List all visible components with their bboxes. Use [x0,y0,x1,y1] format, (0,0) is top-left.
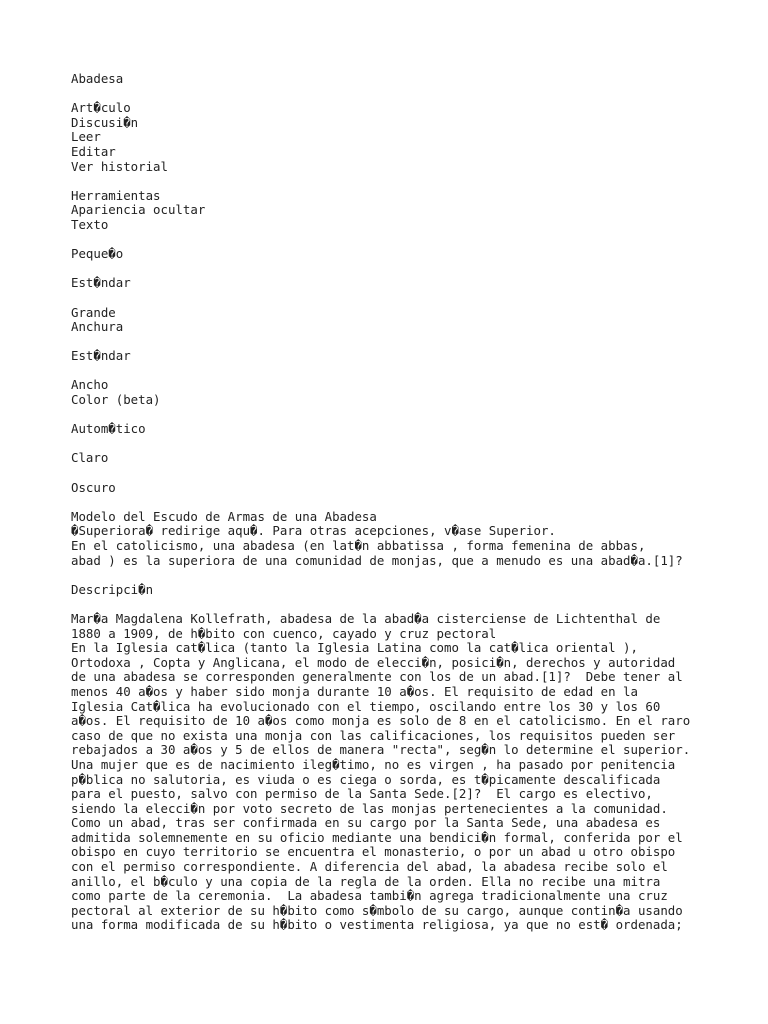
tab-read[interactable]: Leer [71,129,101,145]
spacer [71,568,761,583]
body-line: Como un abad, tras ser confirmada en su cargo por la Santa Sede, una abadesa es [71,815,661,831]
spacer [71,408,761,423]
tab-history[interactable]: Ver historial [71,158,168,174]
tab-discussion[interactable]: Discusi�n [71,114,139,130]
body-line: caso de que no exista una monja con las calificaciones, los requisitos pueden ser [71,727,676,743]
spacer [71,233,761,248]
width-label: Anchura [71,319,124,335]
intro-line: abad ) es la superiora de una comunidad de monjas, que a menudo es una abad�a.[1]? [71,552,683,568]
body-line: 1880 a 1909, de h�bito con cuenco, cayado y cruz pectoral [71,625,497,641]
body-line: de una abadesa se corresponden generalmente con los de un abad.[1]? Debe tener al [71,669,683,685]
body-line: anillo, el b�culo y una copia de la regla de la orden. Ella no recibe una mitra [71,873,661,889]
tools-heading[interactable]: Herramientas [71,187,161,203]
image-caption: Modelo del Escudo de Armas de una Abadesa [71,508,377,524]
intro-line: �Superiora� redirige aqu�. Para otras acepciones, v�ase Superior. [71,523,556,539]
body-line: como parte de la ceremonia. La abadesa tambi�n agrega tradicionalmente una cruz [71,888,668,904]
page-title: Abadesa [71,71,124,86]
section-heading: Descripci�n [71,581,154,597]
body-line: Mar�a Magdalena Kollefrath, abadesa de la abad�a cisterciense de Lichtenthal de [71,610,661,626]
body-line: p�blica no salutoria, es viuda o es ciega o sorda, es t�picamente descalificada [71,771,661,787]
body-line: con el permiso correspondiente. A diferencia del abad, la abadesa recibe solo el [71,859,668,875]
body-line: rebajados a 30 a�os y 5 de ellos de manera "recta", seg�n lo determine el superior. [71,742,691,758]
body-line: pectoral al exterior de su h�bito como s�mbolo de su cargo, aunque contin�a usando [71,902,683,918]
spacer [71,291,761,306]
intro-line: En el catolicismo, una abadesa (en lat�n abbatissa , forma femenina de abbas, [71,538,646,553]
text-size-standard-option[interactable]: Est�ndar [71,275,131,291]
text-size-label: Texto [71,216,109,232]
spacer [71,466,761,481]
body-line: admitida solemnemente en su oficio mediante una bendici�n formal, conferida por el [71,829,683,845]
width-wide-option[interactable]: Ancho [71,377,109,393]
body-line: obispo en cuyo territorio se encuentra el monasterio, o por un abad u otro obispo [71,844,676,860]
spacer [71,87,761,102]
tab-edit[interactable]: Editar [71,143,116,159]
color-dark-option[interactable]: Oscuro [71,479,116,495]
spacer [71,262,761,277]
body-line: Iglesia Cat�lica ha evolucionado con el tiempo, oscilando entre los 30 y los 60 [71,698,661,714]
spacer [71,174,761,189]
width-standard-option[interactable]: Est�ndar [71,348,131,364]
text-size-small-option[interactable]: Peque�o [71,246,124,262]
color-automatic-option[interactable]: Autom�tico [71,421,146,437]
body-line: siendo la elecci�n por voto secreto de las monjas pertenecientes a la comunidad. [71,800,668,816]
spacer [71,437,761,452]
body-line: para el puesto, salvo con permiso de la Santa Sede.[2]? El cargo es electivo, [71,786,653,802]
body-line: Ortodoxa , Copta y Anglicana, el modo de elecci�n, posici�n, derechos y autoridad [71,654,676,670]
document-page [71,72,761,933]
body-line: Una mujer que es de nacimiento ileg�timo, no es virgen , ha pasado por penitencia [71,756,676,772]
body-line: una forma modificada de su h�bito o vestimenta religiosa, ya que no est� ordenada; [71,917,683,933]
color-label: Color (beta) [71,392,161,408]
body-line: a�os. El requisito de 10 a�os como monja es solo de 8 en el catolicismo. En el raro [71,713,691,729]
spacer [71,597,761,612]
body-line: En la Iglesia cat�lica (tanto la Iglesia Latina como la cat�lica oriental ), [71,640,638,656]
spacer [71,335,761,350]
spacer [71,364,761,379]
tab-article[interactable]: Art�culo [71,100,131,116]
spacer [71,495,761,510]
body-line: menos 40 a�os y haber sido monja durante 10 a�os. El requisito de edad en la [71,683,638,699]
text-size-large-option[interactable]: Grande [71,304,116,320]
color-light-option[interactable]: Claro [71,450,109,466]
appearance-toggle[interactable]: Apariencia ocultar [71,202,206,218]
